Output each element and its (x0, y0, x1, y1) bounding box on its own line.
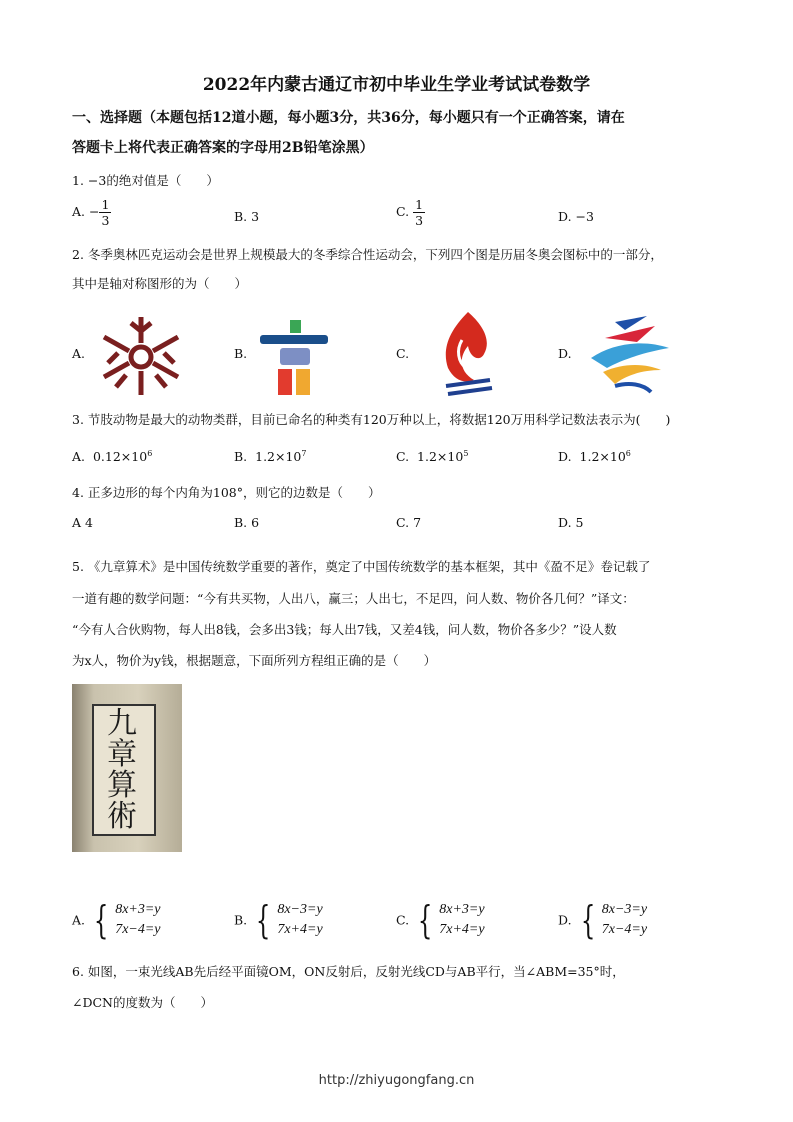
q4-option-a: A 4 (72, 515, 93, 530)
q5-stem-line1: 5. 《九章算术》是中国传统数学重要的著作，奠定了中国传统数学的基本框架，其中《盈不足》卷记载了 (72, 559, 651, 574)
section-heading-line2: 答题卡上将代表正确答案的字母用2B铅笔涂黑） (72, 140, 374, 156)
q1-option-d: D. −3 (558, 209, 594, 224)
section-heading-line1: 一、选择题（本题包括12道小题，每小题3分，共36分，每小题只有一个正确答案，请在 (72, 110, 625, 126)
page-title: 2022年内蒙古通辽市初中毕业生学业考试试卷数学 (202, 75, 591, 95)
footer-url[interactable]: http://zhiyugongfang.cn (318, 1073, 475, 1088)
inukshuk-emblem-icon (258, 318, 330, 398)
q1-stem: 1. −3的绝对值是（ ） (72, 173, 219, 188)
q5-option-d: D. { 8x−3=y 7x−4=y (558, 898, 648, 942)
q1-option-b: B. 3 (234, 209, 260, 224)
q3-option-a: A. $0.12\times 10^6$ (72, 449, 153, 465)
q2-option-a-label: A. (72, 346, 86, 361)
q2-stem-line1: 2. 冬季奥林匹克运动会是世界上规模最大的冬季综合性运动会，下列四个图是历届冬奥会图标中的一部分， (72, 247, 663, 262)
q4-option-d: D. 5 (558, 515, 584, 530)
q5-option-a: A. { 8x+3=y 7x−4=y (72, 898, 161, 942)
snowflake-emblem-icon (96, 313, 186, 398)
q5-stem-line3: “今有人合伙购物，每人出8钱，会多出3钱；每人出7钱，又差4钱，问人数，物价各多少？”设人数 (72, 622, 617, 637)
ribbon-emblem-icon (585, 312, 677, 398)
q1-option-a: A. − $\frac{1}{3}$ (72, 197, 110, 228)
q4-option-c: C. 7 (396, 515, 422, 530)
torch-flame-emblem-icon (440, 310, 496, 400)
q2-option-c-label: C. (396, 346, 410, 361)
q6-stem-line2: ∠DCN的度数为（ ） (72, 995, 213, 1010)
q1-option-c: C. $\frac{1}{3}$ (396, 197, 424, 228)
q3-stem: 3. 节肢动物是最大的动物类群，目前已命名的种类有120万种以上，将数据120万用科学记数法表示为( ) (72, 412, 671, 427)
q2-option-b-label: B. (234, 346, 248, 361)
q5-option-c: C. { 8x+3=y 7x+4=y (396, 898, 485, 942)
book-cover-image (72, 684, 182, 852)
q2-stem-line2: 其中是轴对称图形的为（ ） (72, 276, 248, 291)
book-title: 九章算術 (107, 706, 137, 834)
q3-option-d: D. $1.2\times 10^6$ (558, 449, 631, 465)
q3-option-c: C. $1.2\times 10^5$ (396, 449, 469, 465)
q6-stem-line1: 6. 如图，一束光线AB先后经平面镜OM，ON反射后，反射光线CD与AB平行，当∠ABM=35°时， (72, 964, 625, 979)
q3-option-b: B. $1.2\times 10^7$ (234, 449, 307, 465)
q5-option-b: B. { 8x−3=y 7x+4=y (234, 898, 323, 942)
q5-stem-line2: 一道有趣的数学问题：“今有共买物，人出八，赢三；人出七，不足四，问人数、物价各几何？”译文： (72, 591, 635, 606)
q4-option-b: B. 6 (234, 515, 260, 530)
q5-stem-line4: 为x人，物价为y钱，根据题意，下面所列方程组正确的是（ ） (72, 653, 437, 668)
q4-stem: 4. 正多边形的每个内角为108°，则它的边数是（ ） (72, 485, 381, 500)
q2-option-d-label: D. (558, 346, 572, 361)
